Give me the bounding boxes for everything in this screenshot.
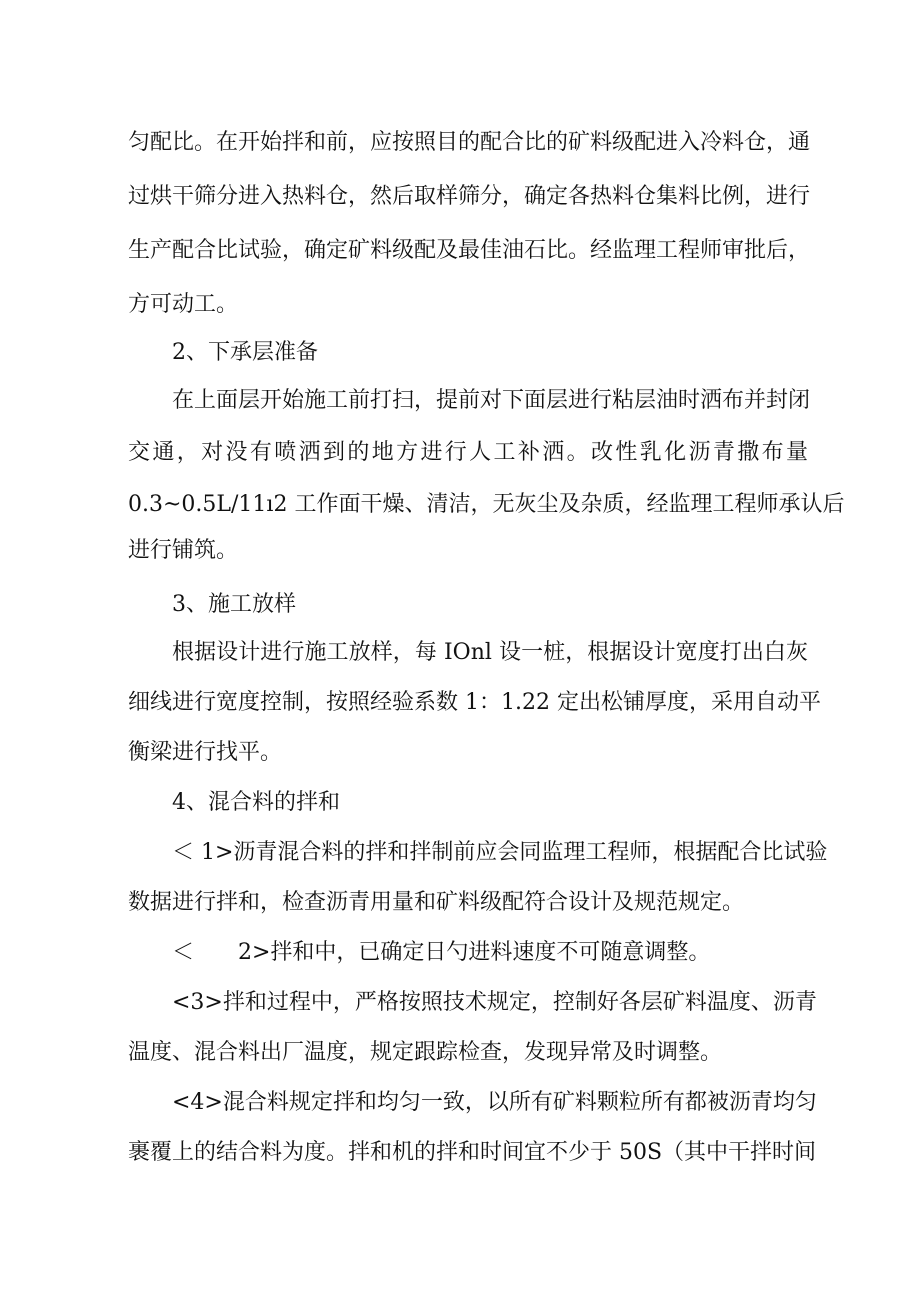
text-line: 进行铺筑。 — [128, 538, 239, 563]
text-line: 过烘干筛分进入热料仓，然后取样筛分，确定各热料仓集料比例，进行 — [128, 184, 811, 209]
text-line: 温度、混合料出厂温度，规定跟踪检查，发现异常及时调整。 — [128, 1040, 723, 1065]
text-line: 根据设计进行施工放样，每 IOnl 设一桩，根据设计宽度打出白灰 — [172, 640, 808, 665]
text-line: 衡梁进行找平。 — [128, 740, 283, 765]
text-line: 数据进行拌和，检查沥青用量和矿料级配符合设计及规范规定。 — [128, 890, 745, 915]
text-line: 交通，对没有喷洒到的地方进行人工补洒。改性乳化沥青撒布量 — [128, 440, 808, 465]
text-line: 在上面层开始施工前打扫，提前对下面层进行粘层油时洒布并封闭 — [172, 388, 811, 413]
text-line: 裹覆上的结合料为度。拌和机的拌和时间宜不少于 50S（其中干拌时间 — [128, 1140, 817, 1165]
text-line: 方可动工。 — [128, 292, 239, 317]
text-line: <4>混合料规定拌和均匀一致，以所有矿料颗粒所有都被沥青均匀 — [172, 1090, 817, 1115]
text-line: 0.3~0.5L/11ı2 工作面干燥、清洁，无灰尘及杂质，经监理工程师承认后 — [128, 492, 845, 517]
section-heading: 4、混合料的拌和 — [172, 790, 340, 815]
section-heading: 3、施工放样 — [172, 592, 296, 617]
text-line: 生产配合比试验，确定矿料级配及最佳油石比。经监理工程师审批后， — [128, 238, 811, 263]
text-line: ＜ 2>拌和中，已确定日勺进料速度不可随意调整。 — [172, 940, 711, 965]
section-heading: 2、下承层准备 — [172, 340, 318, 365]
text-line: ＜ 1>沥青混合料的拌和拌制前应会同监理工程师，根据配合比试验 — [172, 840, 828, 865]
text-line: <3>拌和过程中，严格按照技术规定，控制好各层矿料温度、沥青 — [172, 990, 817, 1015]
text-line: 细线进行宽度控制，按照经验系数 1：1.22 定出松铺厚度，采用自动平 — [128, 690, 821, 715]
text-line: 匀配比。在开始拌和前，应按照目的配合比的矿料级配进入冷料仓，通 — [128, 130, 811, 155]
